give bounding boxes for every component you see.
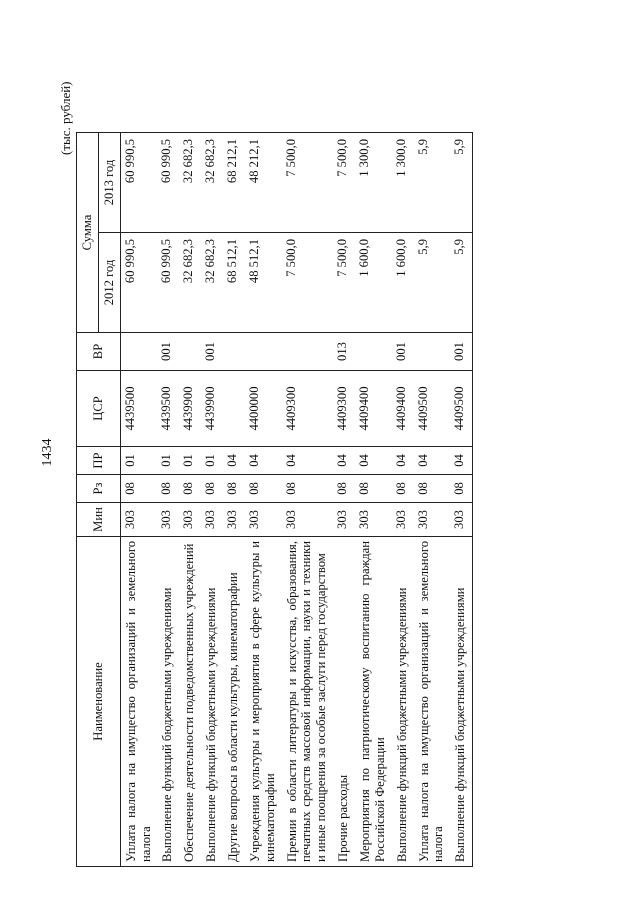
row-csr: 4409400	[392, 371, 414, 447]
row-sum-2013: 7 500,0	[282, 133, 334, 233]
row-sum-2012: 7 500,0	[333, 233, 355, 333]
table-row	[355, 133, 392, 867]
row-name: Другие вопросы в области культуры, кинематографии	[223, 537, 245, 867]
table-row	[223, 133, 245, 867]
table-row	[201, 133, 223, 867]
row-sum-2013: 60 990,5	[120, 133, 157, 233]
row-sum-2012: 5,9	[450, 233, 472, 333]
row-sum-2013: 32 682,3	[179, 133, 201, 233]
row-vr: 001	[392, 333, 414, 371]
row-sum-2013: 48 212,1	[245, 133, 282, 233]
row-vr: 013	[333, 333, 355, 371]
row-csr: 4439900	[201, 371, 223, 447]
row-name: Выполнение функций бюджетными учреждениями	[157, 537, 179, 867]
row-vr	[120, 333, 157, 371]
row-sum-2012: 48 512,1	[245, 233, 282, 333]
row-rz: 08	[392, 475, 414, 503]
row-min: 303	[157, 503, 179, 537]
table-row	[282, 133, 334, 867]
row-min: 303	[450, 503, 472, 537]
row-min: 303	[120, 503, 157, 537]
row-name: Выполнение функций бюджетными учреждениями	[392, 537, 414, 867]
row-name: Мероприятия по патриотическому воспитанию граждан Российской Федерации	[355, 537, 392, 867]
row-rz: 08	[157, 475, 179, 503]
header-vr: ВР	[77, 333, 121, 371]
row-pr: 01	[120, 447, 157, 475]
table-row	[450, 133, 472, 867]
row-pr: 04	[355, 447, 392, 475]
row-rz: 08	[414, 475, 451, 503]
table-row	[414, 133, 451, 867]
row-pr: 04	[414, 447, 451, 475]
table-row	[157, 133, 179, 867]
row-pr: 04	[392, 447, 414, 475]
row-vr	[223, 333, 245, 371]
row-sum-2012: 7 500,0	[282, 233, 334, 333]
row-sum-2012: 68 512,1	[223, 233, 245, 333]
row-sum-2012: 32 682,3	[201, 233, 223, 333]
row-csr: 4409400	[355, 371, 392, 447]
header-name: Наименование	[77, 537, 121, 867]
row-csr: 4400000	[245, 371, 282, 447]
page-number: 1434	[40, 438, 55, 467]
row-csr: 4409500	[450, 371, 472, 447]
row-rz: 08	[201, 475, 223, 503]
row-rz: 08	[179, 475, 201, 503]
row-sum-2013: 32 682,3	[201, 133, 223, 233]
row-pr: 04	[282, 447, 334, 475]
row-csr: 4409300	[333, 371, 355, 447]
row-sum-2013: 60 990,5	[157, 133, 179, 233]
row-name: Учреждения культуры и мероприятия в сфере культуры и кинематографии	[245, 537, 282, 867]
row-vr: 001	[157, 333, 179, 371]
row-sum-2013: 1 300,0	[355, 133, 392, 233]
header-rz: Рз	[77, 475, 121, 503]
table-row	[333, 133, 355, 867]
row-min: 303	[223, 503, 245, 537]
header-csr: ЦСР	[77, 371, 121, 447]
row-vr	[355, 333, 392, 371]
row-sum-2013: 5,9	[450, 133, 472, 233]
budget-table	[76, 132, 473, 867]
row-sum-2013: 1 300,0	[392, 133, 414, 233]
row-csr: 4409500	[414, 371, 451, 447]
row-vr: 001	[450, 333, 472, 371]
row-pr: 04	[333, 447, 355, 475]
row-sum-2012: 1 600,0	[392, 233, 414, 333]
table-body	[120, 133, 472, 867]
row-name: Обеспечение деятельности подведомственных учреждений	[179, 537, 201, 867]
header-year-2012: 2012 год	[98, 233, 120, 333]
header-min: Мин	[77, 503, 121, 537]
row-sum-2013: 7 500,0	[333, 133, 355, 233]
row-csr	[223, 371, 245, 447]
table-header	[77, 133, 121, 867]
row-rz: 08	[450, 475, 472, 503]
row-rz: 08	[223, 475, 245, 503]
row-pr: 01	[179, 447, 201, 475]
table-row	[392, 133, 414, 867]
row-csr: 4439500	[157, 371, 179, 447]
row-pr: 04	[245, 447, 282, 475]
row-min: 303	[333, 503, 355, 537]
row-sum-2012: 60 990,5	[157, 233, 179, 333]
row-rz: 08	[120, 475, 157, 503]
units-note: (тыс. рублей)	[58, 81, 73, 155]
row-rz: 08	[333, 475, 355, 503]
header-pr: ПР	[77, 447, 121, 475]
row-sum-2013: 5,9	[414, 133, 451, 233]
row-name: Прочие расходы	[333, 537, 355, 867]
row-min: 303	[179, 503, 201, 537]
row-vr	[414, 333, 451, 371]
row-name: Выполнение функций бюджетными учреждениями	[450, 537, 472, 867]
table-row	[179, 133, 201, 867]
table-row	[245, 133, 282, 867]
row-sum-2012: 1 600,0	[355, 233, 392, 333]
row-pr: 04	[450, 447, 472, 475]
row-sum-2013: 68 212,1	[223, 133, 245, 233]
row-csr: 4409300	[282, 371, 334, 447]
row-pr: 01	[201, 447, 223, 475]
row-vr	[282, 333, 334, 371]
row-name: Уплата налога на имущество организаций и земельного налога	[414, 537, 451, 867]
row-rz: 08	[245, 475, 282, 503]
row-vr: 001	[201, 333, 223, 371]
row-csr: 4439500	[120, 371, 157, 447]
row-rz: 08	[282, 475, 334, 503]
header-sum: Сумма	[77, 133, 99, 333]
row-min: 303	[414, 503, 451, 537]
row-vr	[179, 333, 201, 371]
row-min: 303	[392, 503, 414, 537]
row-rz: 08	[355, 475, 392, 503]
row-pr: 01	[157, 447, 179, 475]
row-min: 303	[245, 503, 282, 537]
row-vr	[245, 333, 282, 371]
header-year-2013: 2013 год	[98, 133, 120, 233]
table-row	[120, 133, 157, 867]
row-min: 303	[201, 503, 223, 537]
row-name: Уплата налога на имущество организаций и земельного налога	[120, 537, 157, 867]
row-min: 303	[282, 503, 334, 537]
row-sum-2012: 60 990,5	[120, 233, 157, 333]
row-csr: 4439900	[179, 371, 201, 447]
row-name: Выполнение функций бюджетными учреждениями	[201, 537, 223, 867]
row-pr: 04	[223, 447, 245, 475]
row-name: Премии в области литературы и искусства, образования, печатных средств массовой информации, науки и техники и иные поощрения за особые заслуги перед государством	[282, 537, 334, 867]
row-sum-2012: 5,9	[414, 233, 451, 333]
row-min: 303	[355, 503, 392, 537]
row-sum-2012: 32 682,3	[179, 233, 201, 333]
